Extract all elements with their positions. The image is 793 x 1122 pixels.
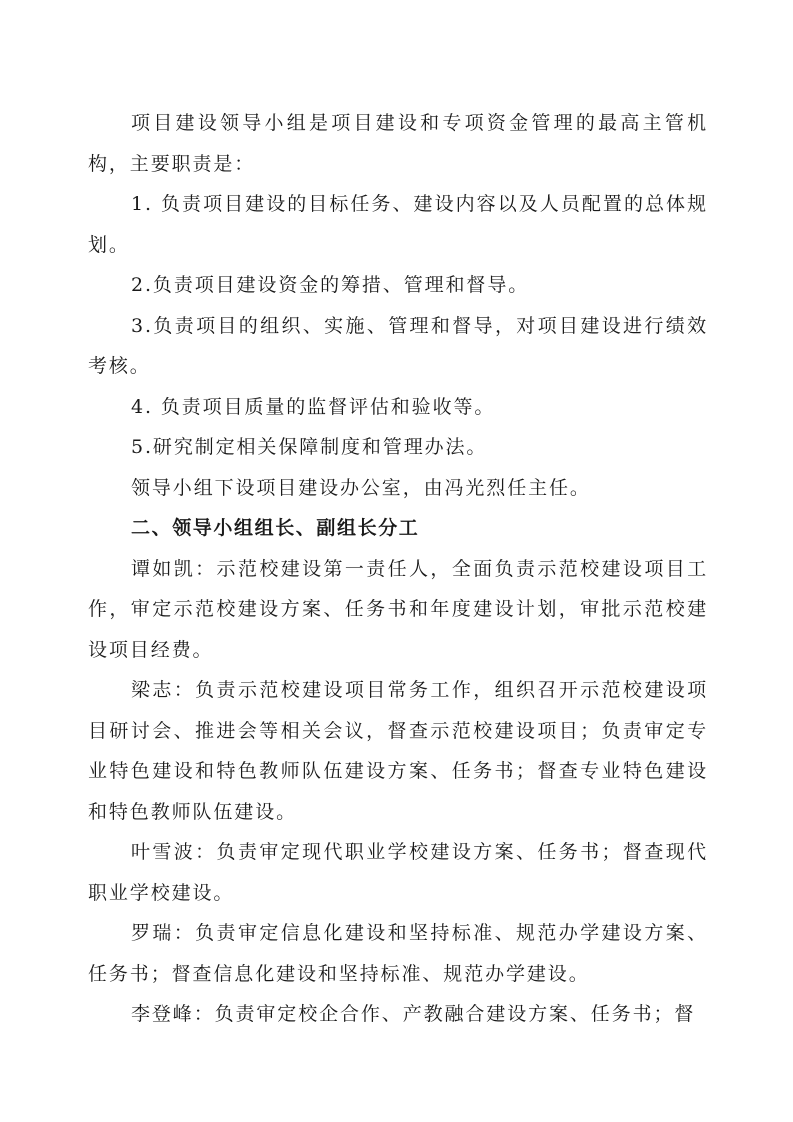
intro-paragraph: 项目建设领导小组是项目建设和专项资金管理的最高主管机构，主要职责是： — [88, 112, 708, 175]
section-heading: 二、领导小组组长、副组长分工 — [131, 517, 420, 539]
duty-item-3: 3.负责项目的组织、实施、管理和督导，对项目建设进行绩效考核。 — [88, 314, 708, 377]
office-paragraph: 领导小组下设项目建设办公室，由冯光烈任主任。 — [131, 476, 591, 499]
leader-duty-luo: 罗瑞：负责审定信息化建设和坚持标准、规范办学建设方案、任务书；督查信息化建设和坚持标准、规范办学建设。 — [88, 922, 708, 985]
leader-duty-li: 李登峰：负责审定校企合作、产教融合建设方案、任务书；督 — [131, 1003, 696, 1025]
duty-item-4: 4. 负责项目质量的监督评估和验收等。 — [131, 395, 496, 418]
duty-item-1: 1. 负责项目建设的目标任务、建设内容以及人员配置的总体规划。 — [88, 193, 708, 256]
leader-duty-liang: 梁志：负责示范校建设项目常务工作，组织召开示范校建设项目研讨会、推进会等相关会议，督查示范校建设项目；负责审定专业特色建设和特色教师队伍建设方案、任务书；督查专业特色建设和特色教师队伍建设。 — [88, 679, 708, 823]
duty-item-2: 2.负责项目建设资金的筹措、管理和督导。 — [131, 274, 530, 296]
leader-duty-tan: 谭如凯：示范校建设第一责任人，全面负责示范校建设项目工作，审定示范校建设方案、任务书和年度建设计划，审批示范校建设项目经费。 — [88, 557, 708, 661]
document-body — [88, 103, 708, 1035]
leader-duty-ye: 叶雪波：负责审定现代职业学校建设方案、任务书；督查现代职业学校建设。 — [88, 841, 708, 904]
duty-item-5: 5.研究制定相关保障制度和管理办法。 — [131, 436, 488, 458]
